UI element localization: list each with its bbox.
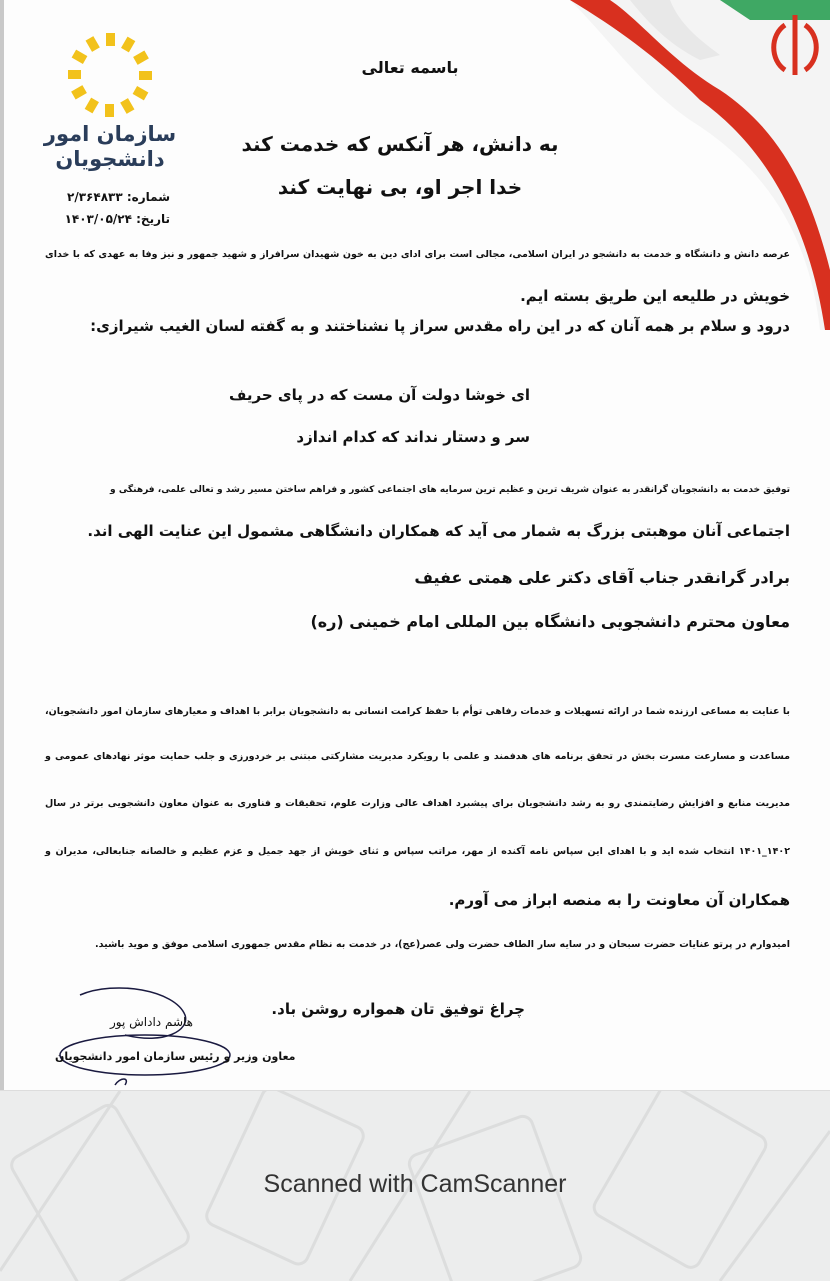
verse-2: خدا اجر او، بی نهایت کند (277, 175, 523, 199)
logo-ray (139, 71, 152, 80)
logo-sun-icon (40, 25, 180, 125)
logo-ray (105, 104, 114, 117)
signatory-name: هاشم داداش پور (110, 1015, 193, 1029)
paragraph-line: خویش در طلیعه این طریق بسته ایم. (520, 287, 790, 305)
logo-ray (121, 37, 135, 53)
letter-date: تاریخ: ۱۴۰۳/۰۵/۲۴ (64, 212, 170, 226)
organization-logo-text (35, 122, 185, 172)
poem-line: سر و دستار نداند که کدام اندازد (296, 428, 530, 446)
logo-line-1: سازمان امور (43, 122, 177, 146)
logo-ray (71, 85, 87, 99)
logo-ray (85, 98, 99, 114)
addressee-name: برادر گرانقدر جناب آقای دکتر علی همتی عفیف (414, 568, 790, 587)
scan-edge (0, 0, 4, 1090)
verse-1: به دانش، هر آنکس که خدمت کند (241, 132, 559, 156)
paragraph-line: مدیریت منابع و افزایش رضایتمندی رو به رشد دانشجویان برای پیشبرد اهداف عالی وزارت علوم، تحقیقات و فناوری به عنوان معاون دانشجویی برتر در سال (45, 798, 790, 809)
invocation: باسمه تعالی (361, 58, 459, 77)
logo-ray (68, 70, 81, 79)
paragraph-line: امیدوارم در پرتو عنایات حضرت سبحان و در سایه سار الطاف حضرت ولی عصر(عج)، در خدمت به نظام مقدس جمهوری اسلامی موفق و موید باشید. (95, 939, 790, 950)
paragraph-line: توفیق خدمت به دانشجویان گرانقدر به عنوان شریف ترین و عظیم ترین سرمایه های اجتماعی کشور و فراهم ساختن مسیر رشد و تعالی علمی، فرهنگی و (110, 485, 790, 495)
logo-ray (120, 98, 134, 114)
camscanner-watermark: Scanned with CamScanner (263, 1170, 567, 1198)
poem-line: ای خوشا دولت آن مست که در پای حریف (229, 386, 530, 404)
paragraph-line: اجتماعی آنان موهبتی بزرگ به شمار می آید که همکاران دانشگاهی مشمول این عنایت الهی اند. (87, 522, 790, 540)
paragraph-line: ۱۴۰۲_۱۴۰۱ انتخاب شده اید و با اهدای این سپاس نامه آکنده از مهر، مراتب سپاس و ثنای خویش از جهد جمیل و عزم عظیم و خالصانه جنابعالی، مدیران و (45, 846, 790, 857)
paragraph-line: همکاران آن معاونت را به منصه ابراز می آورم. (448, 891, 790, 909)
paragraph-line: عرصه دانش و دانشگاه و خدمت به دانشجو در ایران اسلامی، مجالی است برای ادای دین به خون شهیدان سرافراز و شهید جمهور و نیز وفا به عهدی که با خدای (45, 249, 790, 260)
addressee-title: معاون محترم دانشجویی دانشگاه بین المللی امام خمینی (ره) (310, 612, 790, 631)
closing-line: چراغ توفیق تان همواره روشن باد. (271, 1000, 525, 1018)
logo-ray (133, 51, 149, 65)
logo-ray (106, 33, 115, 46)
iran-flag-ribbon (570, 0, 830, 330)
paragraph-line: با عنایت به مساعی ارزنده شما در ارائه تسهیلات و خدمات رفاهی توأم با حفظ کرامت انسانی به دانشجویان برابر با اهداف و معیارهای سازمان امور دانشجویان، (45, 706, 790, 717)
letter-number: شماره: ۲/۳۶۴۸۳۳ (67, 190, 170, 204)
greeting: درود و سلام بر همه آنان که در این راه مقدس سراز پا نشناختند و به گفته لسان الغیب شیرازی: (90, 317, 790, 335)
signatory-title: معاون وزیر و رئیس سازمان امور دانشجویان (55, 1050, 296, 1063)
logo-ray (86, 36, 100, 52)
logo-ray (72, 50, 88, 64)
signature-scribble (45, 985, 275, 1090)
paragraph-line: مساعدت و مسارعت مسرت بخش در تحقق برنامه های هدفمند و علمی با رویکرد مدیریت مشارکتی مبتنی بر خردورزی و جلب حمایت موثر نهادهای عمومی و (45, 751, 790, 762)
logo-line-2: دانشجویان (55, 147, 165, 171)
logo-ray (133, 86, 149, 100)
